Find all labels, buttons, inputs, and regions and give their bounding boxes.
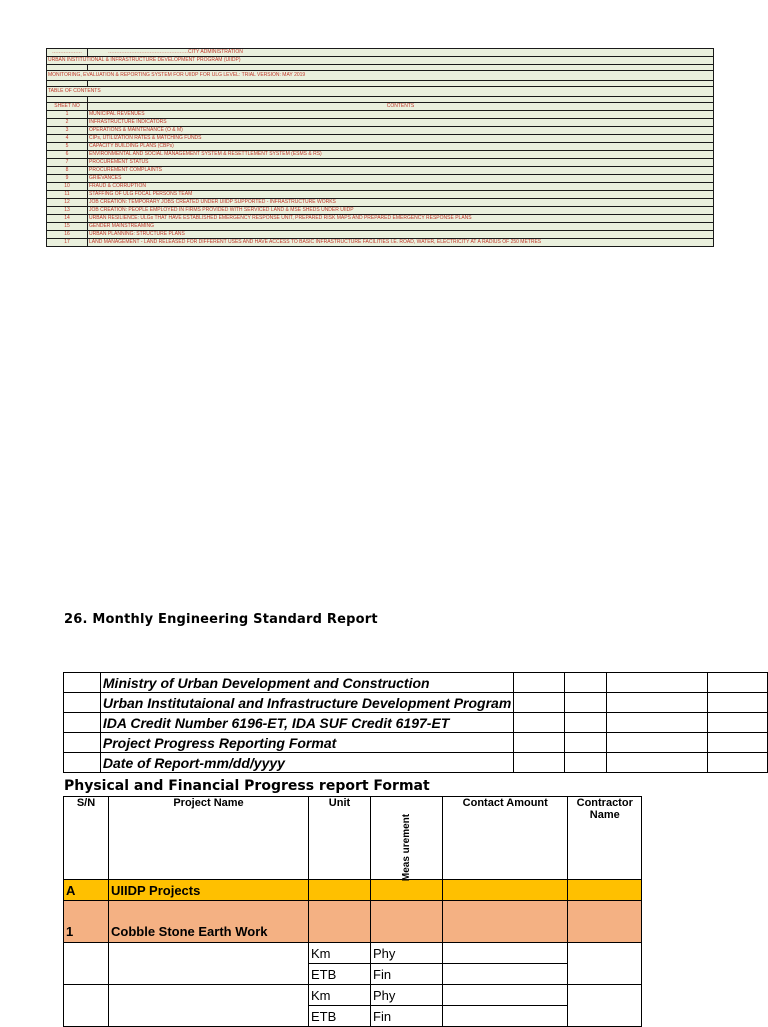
measurement-cell: Fin [371,964,443,985]
unit-cell: Km [309,985,371,1006]
toc-item-text: GENDER MAINSTREAMING [88,223,714,231]
toc-item-text: FRAUD & CORRUPTION [88,183,714,191]
section-title: 26. Monthly Engineering Standard Report [64,612,378,627]
toc-admin-row [47,49,714,57]
toc-monitoring-row [47,71,714,81]
toc-admin-prefix: ……………… [47,49,88,57]
col-contract-amount: Contact Amount [443,797,568,880]
toc-item-text: LAND MANAGEMENT - LAND RELEASED FOR DIFFERENT USES AND HAVE ACCESS TO BASIC INFRASTRUCTURE FACILITIES I.E. ROAD, WATER, ELECTRICITY AT A RADIUS OF 250 METRES [88,239,714,247]
row-a-sn: A [64,880,109,901]
row-a-name: UIIDP Projects [109,880,309,901]
toc-item-text: JOB CREATION: TEMPORARY JOBS CREATED UNDER UIIDP SUPPORTED - INFRASTRUCTURE WORKS [88,199,714,207]
toc-item-number: 13 [47,207,88,215]
toc-item-row [47,159,714,167]
col-project-name: Project Name [109,797,309,880]
toc-item-number: 7 [47,159,88,167]
toc-item-text: PROCUREMENT STATUS [88,159,714,167]
toc-item-row [47,151,714,159]
row-uiidp-projects [64,880,642,901]
toc-item-text: PROCUREMENT COMPLAINTS [88,167,714,175]
toc-header-row [47,103,714,111]
col-contractor-name: Contractor Name [568,797,642,880]
toc-item-row [47,191,714,199]
toc-item-text: MUNICIPAL REVENUES [88,111,714,119]
toc-item-number: 8 [47,167,88,175]
toc-item-number: 3 [47,127,88,135]
header-line: Date of Report-mm/dd/yyyy [100,753,513,773]
toc-item-number: 16 [47,231,88,239]
progress-table [63,796,642,1027]
toc-program: URBAN INSTITUTIONAL & INFRASTRUCTURE DEVELOPMENT PROGRAM (UIIDP) [47,57,714,65]
header-line: Ministry of Urban Development and Construction [100,673,513,693]
toc-item-number: 10 [47,183,88,191]
toc-item-row [47,199,714,207]
header-line: Urban Institutaional and Infrastructure Development Program [100,693,513,713]
toc-item-text: OPERATIONS & MAINTENANCE (O & M) [88,127,714,135]
toc-item-number: 11 [47,191,88,199]
unit-cell: ETB [309,964,371,985]
toc-item-number: 9 [47,175,88,183]
toc-item-text: ENVIRONMENTAL AND SOCIAL MANAGEMENT SYSTEM & RESETTLEMENT SYSTEM (ESMS & RS) [88,151,714,159]
header-row [64,673,768,693]
header-row [64,733,768,753]
col-unit: Unit [309,797,371,880]
pf-title: Physical and Financial Progress report Format [64,778,430,794]
toc-item-text: STAFFING OF ULG FOCAL PERSONS TEAM [88,191,714,199]
toc-label-row [47,87,714,97]
toc-item-number: 5 [47,143,88,151]
row-1-name: Cobble Stone Earth Work [109,901,309,943]
table-row [64,985,642,1006]
unit-cell: ETB [309,1006,371,1027]
toc-item-number: 2 [47,119,88,127]
toc-item-text: URBAN PLANNING: STRUCTURE PLANS [88,231,714,239]
table-row [64,943,642,964]
toc-item-number: 14 [47,215,88,223]
toc-item-row [47,143,714,151]
toc-item-number: 4 [47,135,88,143]
row-1-sn: 1 [64,901,109,943]
toc-col-sheet: SHEET NO [47,103,88,111]
toc-label: TABLE OF CONTENTS [47,87,714,97]
header-line: Project Progress Reporting Format [100,733,513,753]
col-sn: S/N [64,797,109,880]
measurement-cell: Fin [371,1006,443,1027]
toc-item-row [47,175,714,183]
row-cobble-stone [64,901,642,943]
toc-item-text: INFRASTRUCTURE INDICATORS [88,119,714,127]
toc-item-row [47,223,714,231]
toc-item-row [47,231,714,239]
measurement-cell: Phy [371,985,443,1006]
toc-item-text: URBAN RESILIENCE: ULGs THAT HAVE ESTABLISHED EMERGENCY RESPONSE UNIT, PREPARED RISK MAPS AND PREPARED EMERGENCY RESPONSE PLANS [88,215,714,223]
toc-admin-title: …………………………………………CITY ADMINISTRATION [88,49,714,57]
toc-item-text: CAPACITY BUILDING PLANS (CBPs) [88,143,714,151]
toc-item-row [47,239,714,247]
header-line: IDA Credit Number 6196-ET, IDA SUF Credit 6197-ET [100,713,513,733]
toc-item-row [47,127,714,135]
progress-header-row [64,797,642,880]
toc-item-text: CIPs, UTILIZATION RATES & MATCHING FUNDS [88,135,714,143]
toc-item-number: 1 [47,111,88,119]
toc-monitoring: MONITORING, EVALUATION & REPORTING SYSTEM FOR UIIDP FOR ULG LEVEL: TRIAL VERSION: MAY 2019 [47,71,714,81]
toc-item-number: 6 [47,151,88,159]
header-row [64,713,768,733]
col-measurement: Meas urement [371,797,443,880]
report-header-table [63,672,768,773]
toc-item-row [47,215,714,223]
toc-item-row [47,167,714,175]
toc-item-text: GRIEVANCES [88,175,714,183]
toc-item-number: 15 [47,223,88,231]
header-row [64,753,768,773]
unit-cell: Km [309,943,371,964]
toc-program-row [47,57,714,65]
toc-item-row [47,207,714,215]
measurement-cell: Phy [371,943,443,964]
toc-table [46,48,714,247]
toc-item-row [47,119,714,127]
toc-item-row [47,183,714,191]
toc-item-number: 12 [47,199,88,207]
header-row [64,693,768,713]
toc-item-row [47,135,714,143]
toc-item-row [47,111,714,119]
toc-item-number: 17 [47,239,88,247]
toc-item-text: JOB CREATION: PEOPLE EMPLOYED IN FIRMS PROVIDED WITH SERVICED LAND & MSE SHEDS UNDER UIIDP [88,207,714,215]
toc-col-contents: CONTENTS [88,103,714,111]
